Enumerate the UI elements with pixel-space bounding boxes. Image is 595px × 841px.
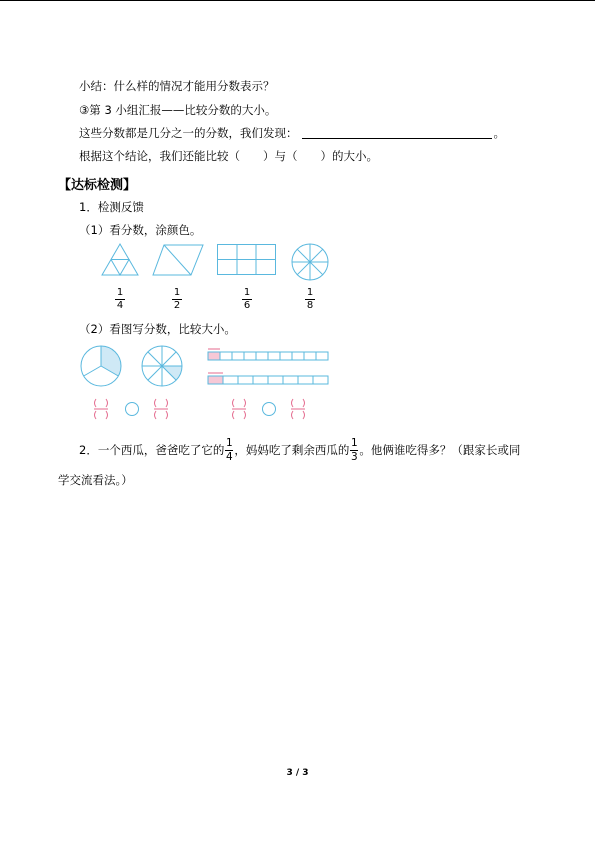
strip-cell [232, 352, 244, 360]
summary-question: 小结：什么样的情况才能用分数表示？ [79, 79, 275, 93]
inline-fraction-1-3: $\frac{1}{3}$ [350, 437, 358, 463]
strip-cell [253, 376, 268, 384]
section-title: 【达标检测】 [58, 178, 137, 193]
strip-figures [207, 348, 331, 388]
rectangle-figure[interactable] [217, 244, 277, 276]
top-rule [0, 0, 595, 1]
fraction-label-1-4: 1 4 [116, 287, 124, 311]
page-number: 3 / 3 [286, 768, 309, 778]
shaded-sector [162, 366, 182, 380]
circle-thirds-figure [80, 345, 122, 387]
compare-circle-1 [126, 403, 139, 416]
strip-cell [223, 376, 238, 384]
item1-part2: （2）看图写分数，比较大小。 [79, 322, 236, 336]
item2-line2: 学交流看法。） [58, 473, 133, 487]
discovery-line [79, 125, 505, 141]
circle-eighths-shaded-figure [141, 345, 183, 387]
discovery-end: 。 [493, 126, 505, 140]
item2-line1: 2．一个西瓜，爸爸吃了它的 $\frac{1}{4}$ ，妈妈吃了剩余西瓜的 $\frac{1}{3}$ 。他俩谁吃得多？（跟家长或同 [79, 437, 521, 463]
item1-part1: （1）看分数，涂颜色。 [79, 223, 202, 237]
compare-circle-2 [263, 403, 276, 416]
fraction-label-1-8: 1 8 [306, 287, 314, 311]
compare-blanks[interactable] [92, 397, 312, 421]
strip-cell [256, 352, 268, 360]
compare-line: 根据这个结论，我们还能比较（ ）与（ ）的大小。 [79, 149, 378, 163]
strip-cell [268, 376, 283, 384]
strip-cell [316, 352, 328, 360]
strip-cell [304, 352, 316, 360]
strip-cell [292, 352, 304, 360]
strip-cell [220, 352, 232, 360]
strip-tenths [208, 349, 328, 360]
strip-cell [280, 352, 292, 360]
circle-eighths-figure[interactable] [291, 243, 329, 281]
group-report: ③第 3 小组汇报——比较分数的大小。 [79, 103, 277, 117]
discovery-text: 这些分数都是几分之一的分数，我们发现： [79, 126, 298, 140]
triangle-figure[interactable] [100, 243, 140, 277]
item1-title: 1．检测反馈 [79, 200, 144, 214]
answer-blank[interactable] [302, 126, 492, 139]
strip-cell [208, 376, 223, 384]
inline-fraction-1-4: $\frac{1}{4}$ [225, 437, 233, 463]
strip-cell [313, 376, 328, 384]
strip-cell [208, 352, 220, 360]
strip-cell [244, 352, 256, 360]
strip-cell [283, 376, 298, 384]
fraction-label-1-2: 1 2 [173, 287, 181, 311]
strip-cell [298, 376, 313, 384]
strip-cell [268, 352, 280, 360]
strip-cell [238, 376, 253, 384]
fraction-label-1-6: 1 6 [243, 287, 251, 311]
strip-eighths [208, 373, 328, 384]
parallelogram-figure[interactable] [152, 244, 204, 276]
